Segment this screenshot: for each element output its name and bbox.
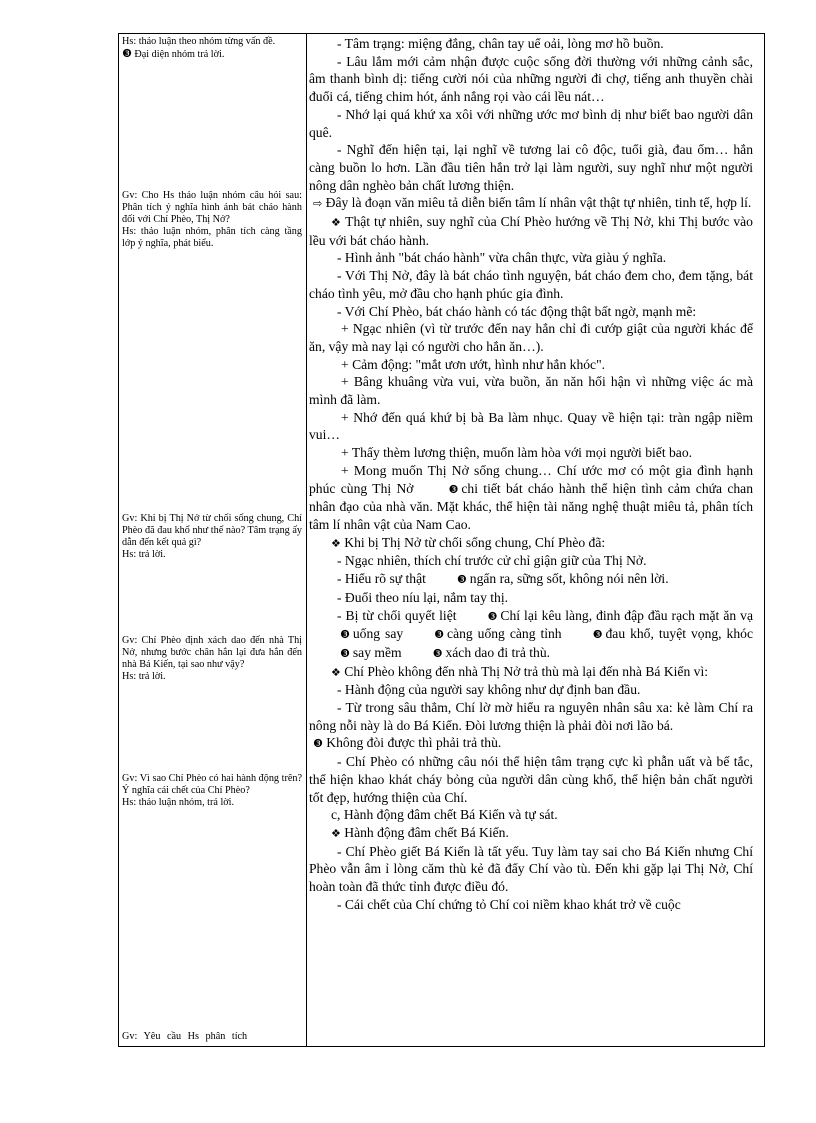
activity-block-1: [122, 36, 302, 61]
numbered-circle-icon: ❸: [122, 47, 132, 60]
activity-block-6: [122, 1031, 302, 1043]
paragraph: - Hình ảnh "bát cháo hành" vừa chân thực, vừa giàu ý nghĩa.: [337, 250, 667, 266]
paragraph: - Với Thị Nở, đây là bát cháo tình nguyện, bát cháo đem cho, đem tặng, bát cháo tình yêu, mở đầu cho hạnh phúc gia đình.: [309, 268, 753, 301]
numbered-circle-icon: ❸: [592, 628, 603, 642]
activity-text: Hs: thảo luận theo nhóm từng vấn đề.: [122, 36, 276, 47]
paragraph: - Nghĩ đến hiện tại, lại nghĩ về tương lai cô độc, tuổi già, đau ốm… hắn càng buồn lo hơn. Lần đầu tiên hắn trở lại làm người, suy nghĩ như một người nông dân nghèo bản chất lương thiện.: [309, 142, 753, 193]
paragraph: - Lâu lắm mới cảm nhận được cuộc sống đời thường với những cảnh sắc, âm thanh bình dị: tiếng cười nói của những người đi chợ, tiếng anh thuyền chài đuổi cá, tiếng chim hót, ánh nắng rọi vào cái lều nát…: [309, 53, 753, 105]
numbered-circle-icon: ❸: [434, 628, 445, 642]
numbered-circle-icon: ❸: [340, 646, 350, 660]
activity-block-5: [122, 773, 302, 809]
student-activity: Hs: thảo luận nhóm, phân tích càng tầng lớp ý nghĩa, phát biểu.: [122, 226, 302, 249]
bullet-paragraph: ❖ Chí Phèo không đến nhà Thị Nở trả thù mà lại đến nhà Bá Kiến vì:: [331, 663, 708, 679]
teacher-question: Gv: Yêu cầu Hs phân tích: [122, 1031, 248, 1042]
diamond-bullet-icon: ❖: [331, 665, 341, 679]
diamond-bullet-icon: ❖: [331, 536, 341, 550]
teacher-question: Gv: Chí Phèo định xách dao đến nhà Thị Nở, nhưng bước chân hắn lại đưa hắn đến nhà Bá Kiến, tại sao như vậy?: [122, 635, 302, 670]
paragraph: - Tâm trạng: miệng đắng, chân tay uể oải, lòng mơ hồ buồn.: [337, 36, 664, 51]
paragraph: - Chí Phèo có những câu nói thể hiện tâm trạng cực kì phẫn uất và bế tắc, thể hiện khao khát cháy bỏng của người dân cùng khổ, thể hiện bản chất người tốt đẹp, hướng thiện của Chí.: [309, 754, 753, 805]
bullet-paragraph: ❖ Hành động đâm chết Bá Kiến.: [331, 824, 509, 840]
sub-item: + Mong muốn Thị Nở sống chung… Chí ước mơ có một gia đình hạnh phúc cùng Thị Nở ❸ chi tiết bát cháo hành thể hiện tình cảm chứa chan nhân đạo của nhà văn. Mặt khác, thể hiện tài năng nghệ thuật miêu tả, phân tích tâm lí nhân vật của Nam Cao.: [309, 462, 754, 532]
activity-block-4: [122, 635, 302, 683]
paragraph: - Chí Phèo giết Bá Kiến là tất yếu. Tuy làm tay sai cho Bá Kiến nhưng Chí Phèo vẫn âm ỉ lòng căm thù kẻ đã đẩy Chí vào tù. Đến khi gặp lại Thị Nở, Chí hoàn toàn đã thức tỉnh được điều đó.: [309, 843, 753, 895]
activity-text: Đại diện nhóm trả lời.: [134, 49, 225, 60]
sub-item: + Bâng khuâng vừa vui, vừa buồn, ăn năn hối hận vì những việc ác mà mình đã làm.: [309, 374, 753, 408]
teacher-question: Gv: Khi bị Thị Nở từ chối sống chung, Chí Phèo đã đau khổ như thế nào? Tâm trạng ấy dẫn đến kết quả gì?: [122, 513, 302, 548]
paragraph: - Nhớ lại quá khứ xa xôi với những ước mơ bình dị như biết bao người dân quê.: [309, 106, 753, 140]
sub-item: + Nhớ đến quá khứ bị bà Ba làm nhục. Quay về hiện tại: tràn ngập niềm vui…: [309, 409, 753, 443]
diamond-bullet-icon: ❖: [331, 216, 342, 230]
activity-block-2: [122, 190, 302, 250]
arrow-icon: ⇨: [313, 197, 323, 211]
activity-block-3: [122, 513, 302, 561]
paragraph: - Từ trong sâu thẳm, Chí lờ mờ hiểu ra nguyên nhân sâu xa: kẻ làm Chí ra nông nỗi này là do Bá Kiến. Đòi lương thiện là phải đòi nơi lão bá.: [309, 700, 753, 733]
teacher-question: Gv: Cho Hs thảo luận nhóm câu hỏi sau: Phân tích ý nghĩa hình ảnh bát cháo hành đối với Chí Phèo, Thị Nở?: [122, 190, 302, 225]
bullet-paragraph: ❖ Thật tự nhiên, suy nghĩ của Chí Phèo hướng về Thị Nở, khi Thị bước vào lều với bát cháo hành.: [309, 214, 753, 248]
numbered-circle-icon: ❸: [340, 628, 350, 642]
sub-item: + Cảm động: "mắt ươn ướt, hình như hắn khóc".: [341, 356, 606, 372]
sub-item: + Thấy thèm lương thiện, muốn làm hòa với mọi người biết bao.: [341, 445, 693, 461]
student-activity: Hs: trả lời.: [122, 671, 166, 682]
paragraph: ❸ Không đòi được thì phải trả thù.: [313, 735, 502, 751]
paragraph: - Ngạc nhiên, thích chí trước cử chỉ giận giữ của Thị Nở.: [337, 553, 647, 569]
content-column: [309, 35, 753, 913]
paragraph: - Đuổi theo níu lại, nắm tay thị.: [337, 589, 509, 605]
paragraph: - Với Chí Phèo, bát cháo hành có tác động thật bất ngờ, mạnh mẽ:: [337, 303, 697, 319]
sub-item: + Ngạc nhiên (vì từ trước đến nay hắn chỉ đi cướp giật của người khác để ăn, vậy mà nay lại có người cho hắn ăn…).: [309, 321, 753, 354]
conclusion-paragraph: ⇨ Đây là đoạn văn miêu tả diễn biến tâm lí nhân vật thật tự nhiên, tinh tế, hợp lí.: [313, 195, 752, 211]
student-activity: Hs: thảo luận nhóm, trả lời.: [122, 797, 235, 808]
numbered-circle-icon: ❸: [432, 646, 443, 660]
paragraph: - Cái chết của Chí chứng tỏ Chí coi niềm khao khát trở về cuộc: [337, 896, 681, 912]
numbered-circle-icon: ❸: [487, 609, 498, 623]
section-heading: c, Hành động đâm chết Bá Kiến và tự sát.: [331, 807, 558, 823]
student-activity: Hs: trả lời.: [122, 549, 166, 560]
numbered-circle-icon: ❸: [456, 573, 467, 587]
paragraph: - Hành động của người say không như dự định ban đầu.: [337, 682, 641, 698]
teacher-question: Gv: Vì sao Chí Phèo có hai hành động trên? Ý nghĩa cái chết của Chí Phèo?: [122, 773, 302, 796]
numbered-circle-icon: ❸: [313, 737, 323, 751]
paragraph: - Hiểu rõ sự thật ❸ ngẩn ra, sững sốt, không nói nên lời.: [309, 570, 753, 589]
numbered-circle-icon: ❸: [448, 482, 459, 496]
paragraph: - Bị từ chối quyết liệt ❸ Chí lại kêu làng, đinh đập đầu rạch mặt ăn vạ❸ uống say ❸ càng uống càng tỉnh ❸ đau khổ, tuyệt vọng, khóc❸ say mềm ❸ xách dao đi trả thù.: [309, 607, 753, 663]
bullet-paragraph: ❖ Khi bị Thị Nở từ chối sống chung, Chí Phèo đã:: [331, 534, 606, 550]
column-divider: [306, 33, 307, 1047]
diamond-bullet-icon: ❖: [331, 826, 341, 840]
